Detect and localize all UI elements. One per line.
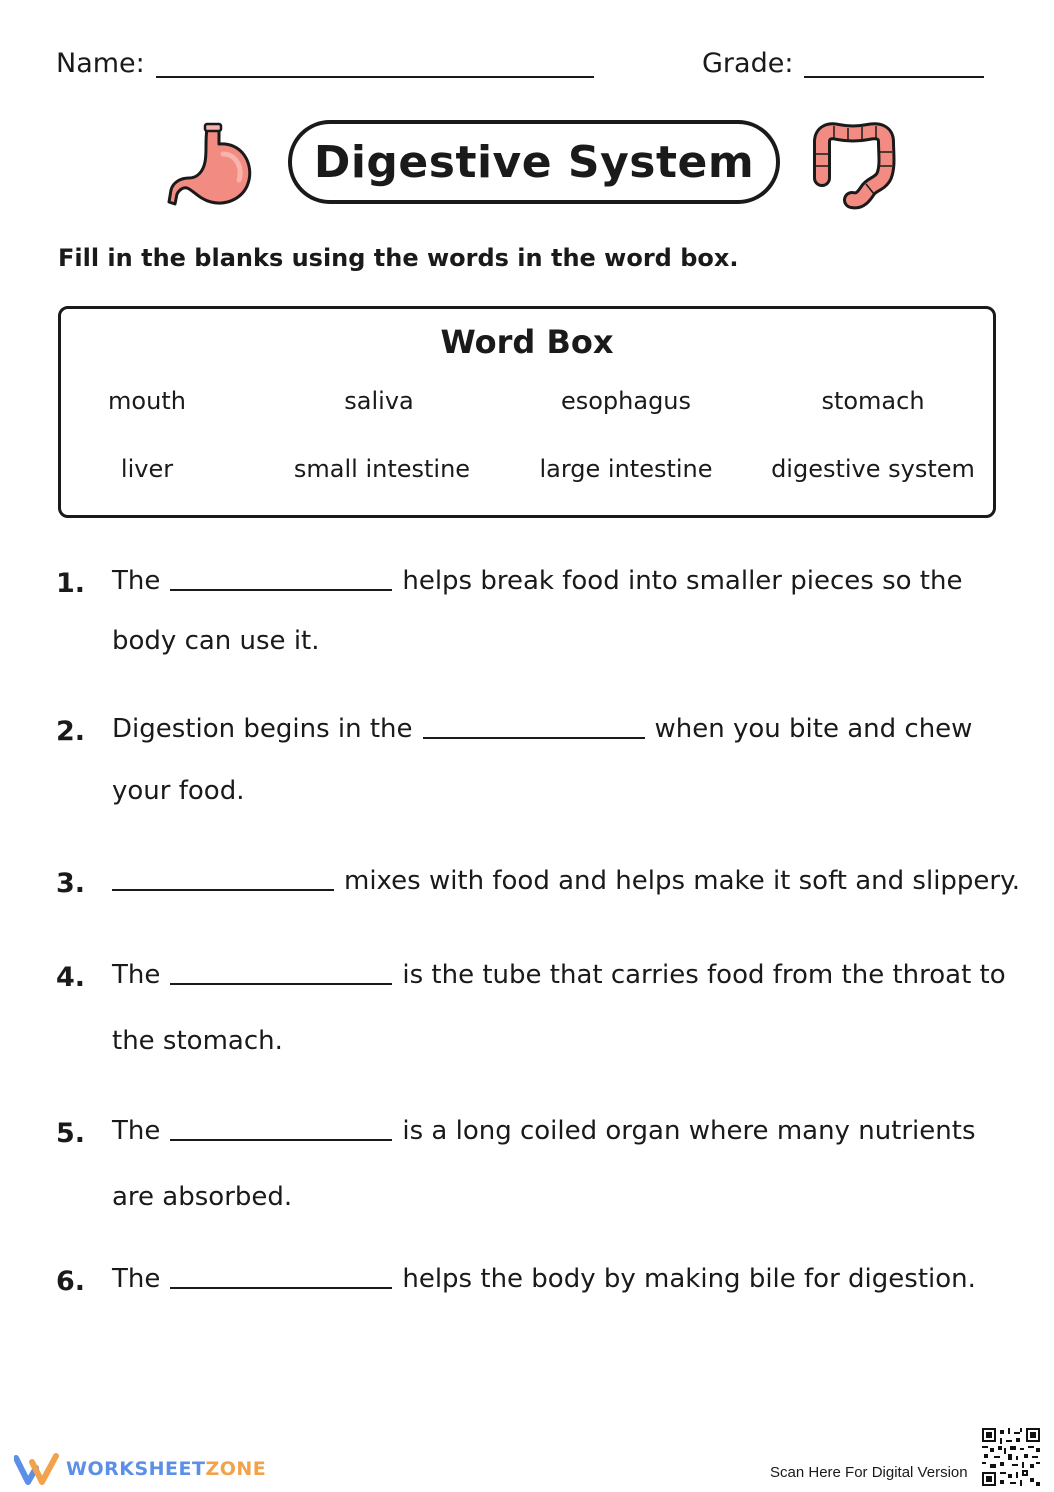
- logo-text-worksheet: WORKSHEET: [66, 1458, 206, 1480]
- scan-label: Scan Here For Digital Version: [770, 1464, 968, 1481]
- answer-blank[interactable]: [170, 1139, 392, 1141]
- word-box: [58, 306, 996, 518]
- stomach-icon: [165, 122, 257, 210]
- question-number: 3.: [56, 868, 86, 899]
- word-box-word: large intestine: [539, 455, 713, 483]
- answer-blank[interactable]: [112, 889, 334, 891]
- question-line: [112, 960, 1006, 990]
- name-blank[interactable]: [156, 76, 594, 78]
- grade-label: Grade:: [702, 48, 794, 79]
- question-text-after: is the tube that carries food from the throat to: [402, 960, 1006, 990]
- grade-blank[interactable]: [804, 76, 984, 78]
- question-text-before: The: [112, 566, 161, 596]
- question-number: 5.: [56, 1118, 86, 1149]
- word-box-word: liver: [120, 455, 174, 483]
- question-text-after: when you bite and chew: [654, 714, 973, 744]
- word-box-word: small intestine: [293, 455, 471, 483]
- question-number: 1.: [56, 568, 86, 599]
- name-label: Name:: [56, 48, 145, 79]
- question-text-before: Digestion begins in the: [112, 714, 413, 744]
- title-banner: [288, 120, 780, 204]
- logo-text: [66, 1458, 266, 1480]
- question-line: [112, 1116, 976, 1146]
- word-box-word: stomach: [821, 387, 925, 415]
- question-line: [112, 566, 962, 596]
- question-text-after: is a long coiled organ where many nutrients: [402, 1116, 976, 1146]
- answer-blank[interactable]: [170, 983, 392, 985]
- question-text-before: The: [112, 1116, 161, 1146]
- question-text-after: helps break food into smaller pieces so the: [402, 566, 963, 596]
- intestine-icon: [808, 122, 898, 212]
- question-continuation: the stomach.: [112, 1026, 283, 1056]
- page-title: Digestive System: [313, 136, 755, 188]
- word-box-word: esophagus: [560, 387, 692, 415]
- word-box-word: saliva: [344, 387, 414, 415]
- qr-code-icon[interactable]: [982, 1428, 1040, 1486]
- question-number: 2.: [56, 716, 86, 747]
- instructions: Fill in the blanks using the words in the word box.: [58, 244, 739, 272]
- logo-text-zone: ZONE: [205, 1458, 267, 1480]
- question-line: [112, 866, 1020, 896]
- question-continuation: your food.: [112, 776, 245, 806]
- answer-blank[interactable]: [423, 737, 645, 739]
- question-line: [112, 1264, 976, 1294]
- question-line: [112, 714, 972, 744]
- question-text-before: The: [112, 1264, 161, 1294]
- word-box-word: digestive system: [771, 455, 975, 483]
- question-text-after: mixes with food and helps make it soft and slippery.: [344, 866, 1021, 896]
- question-continuation: are absorbed.: [112, 1182, 293, 1212]
- question-text-after: helps the body by making bile for digestion.: [402, 1264, 976, 1294]
- logo-mark-icon: [14, 1452, 60, 1486]
- answer-blank[interactable]: [170, 589, 392, 591]
- word-box-word: mouth: [108, 387, 186, 415]
- question-number: 4.: [56, 962, 86, 993]
- word-box-title: Word Box: [440, 323, 614, 361]
- question-text-before: The: [112, 960, 161, 990]
- answer-blank[interactable]: [170, 1287, 392, 1289]
- question-continuation: body can use it.: [112, 626, 320, 656]
- worksheetzone-logo[interactable]: [14, 1452, 266, 1486]
- question-number: 6.: [56, 1266, 86, 1297]
